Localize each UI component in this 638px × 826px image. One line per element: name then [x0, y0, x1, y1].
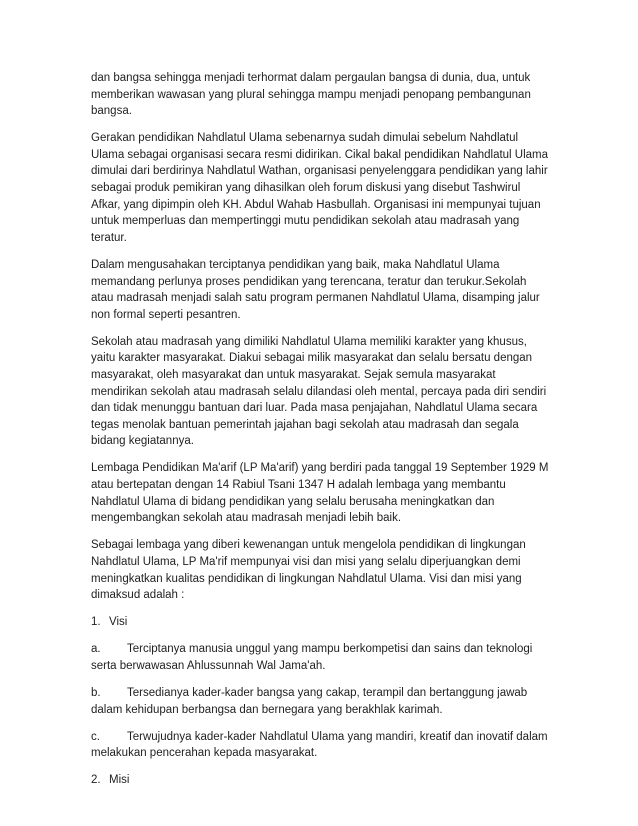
- visi-item-b: [91, 685, 551, 718]
- visi-heading-label: Visi: [109, 616, 128, 629]
- paragraph-gerakan-pendidikan: Gerakan pendidikan Nahdlatul Ulama sebenarnya sudah dimulai sebelum Nahdlatul Ulama sebagai organisasi secara resmi didirikan. Cikal bakal pendidikan Nahdlatul Ulama dimulai dari berdirinya Nahdlatul Wathan, organisasi penyelenggara pendidikan yang lahir sebagai produk pemikiran yang dihasilkan oleh forum diskusi yang disebut Tashwirul Afkar, yang dipimpin oleh KH. Abdul Wahab Hasbullah. Organisasi ini mempunyai tujuan untuk memperluas dan mempertinggi mutu pendidikan sekolah atau madrasah yang teratur.: [91, 132, 549, 244]
- document-body: [91, 70, 551, 799]
- visi-item-a: [91, 641, 551, 674]
- paragraph-intro-continuation: dan bangsa sehingga menjadi terhormat dalam pergaulan bangsa di dunia, dua, untuk memberikan wawasan yang plural sehingga mampu menjadi penopang pembangunan bangsa.: [91, 72, 531, 118]
- paragraph-visi-misi-intro: Sebagai lembaga yang diberi kewenangan untuk mengelola pendidikan di lingkungan Nahdlatul Ulama, LP Ma'rif mempunyai visi dan misi yang selalu diperjuangkan demi meningkatkan kualitas pendidikan di lingkungan Nahdlatul Ulama. Visi dan misi yang dimaksud adalah :: [91, 539, 526, 602]
- paragraph-program-sekolah: Dalam mengusahakan terciptanya pendidikan yang baik, maka Nahdlatul Ulama memandang perlunya proses pendidikan yang terencana, teratur dan terukur.Sekolah atau madrasah menjadi salah satu program permanen Nahdlatul Ulama, disamping jalur non formal seperti pesantren.: [91, 258, 540, 321]
- visi-item-c-marker: c.: [91, 730, 100, 743]
- paragraph-karakter-masyarakat: Sekolah atau madrasah yang dimiliki Nahdlatul Ulama memiliki karakter yang khusus, yaitu karakter masyarakat. Diakui sebagai milik masyarakat dan selalu bersatu dengan masyarakat, oleh masyarakat dan untuk masyarakat. Sejak semula masyarakat mendirikan sekolah atau madrasah selalu dilandasi oleh mental, percaya pada diri sendiri dan tidak menunggu bantuan dari luar. Pada masa penjajahan, Nahdlatul Ulama secara tegas menolak bantuan pemerintah jajahan bagi sekolah atau madrasah dan segala bidang kegiatannya.: [91, 335, 547, 448]
- visi-item-a-marker: a.: [91, 643, 101, 656]
- visi-item-a-text: Terciptanya manusia unggul yang mampu berkompetisi dan sains dan teknologi serta berwawasan Ahlussunnah Wal Jama'ah.: [91, 643, 533, 672]
- visi-item-c: [91, 729, 551, 762]
- misi-heading: [91, 772, 551, 789]
- visi-heading: [91, 614, 551, 631]
- visi-heading-marker: 1.: [91, 616, 101, 629]
- misi-heading-label: Misi: [109, 774, 130, 787]
- visi-item-b-text: Tersedianya kader-kader bangsa yang cakap, terampil dan bertanggung jawab dalam kehidupan berbangsa dan bernegara yang berakhlak karimah.: [91, 687, 528, 716]
- visi-item-c-text: Terwujudnya kader-kader Nahdlatul Ulama yang mandiri, kreatif dan inovatif dalam melakukan pencerahan kepada masyarakat.: [91, 730, 548, 760]
- paragraph-lp-maarif: Lembaga Pendidikan Ma'arif (LP Ma'arif) yang berdiri pada tanggal 19 September 1929 M atau bertepatan dengan 14 Rabiul Tsani 1347 H adalah lembaga yang membantu Nahdlatul Ulama di bidang pendidikan yang selalu berusaha meningkatkan dan mengembangkan sekolah atau madrasah menjadi lebih baik.: [91, 462, 549, 525]
- misi-heading-marker: 2.: [91, 774, 101, 787]
- visi-item-b-marker: b.: [91, 687, 101, 699]
